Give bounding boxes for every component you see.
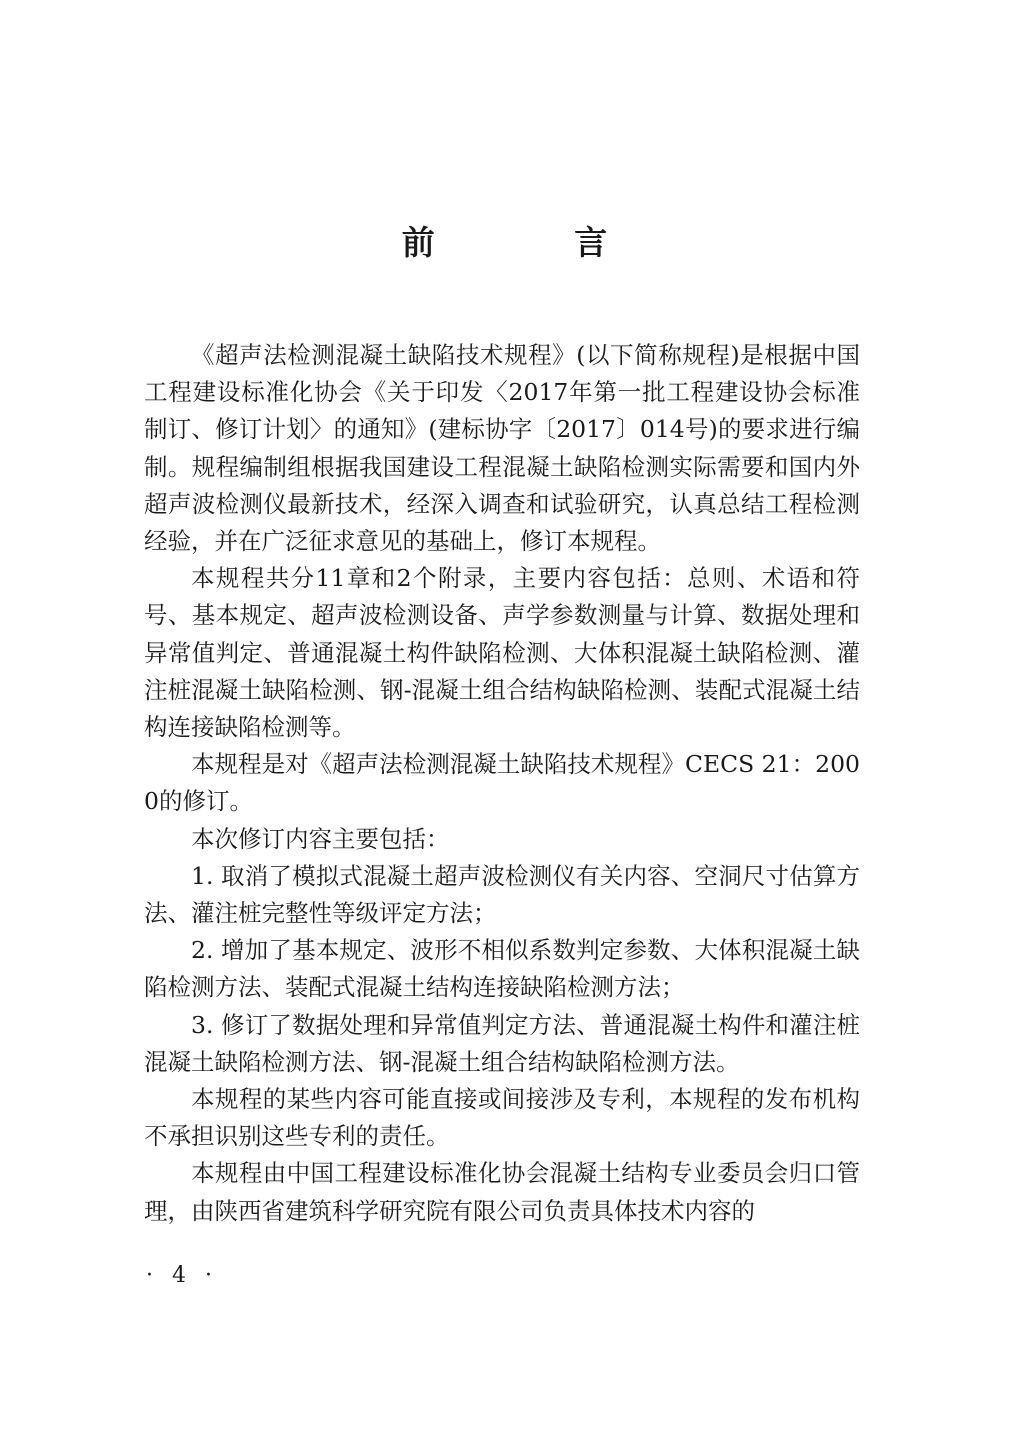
- paragraph-revision-summary: 本次修订内容主要包括：: [191, 824, 450, 853]
- paragraph-contents: 本规程共分11章和2个附录，主要内容包括：总则、术语和符号、基本规定、超声波检测设备、声学参数测量与计算、数据处理和异常值判定、普通混凝土构件缺陷检测、大体积混凝土缺陷检测、灌注桩混凝土缺陷检测、钢-混凝土组合结构缺陷检测、装配式混凝土结构连接缺陷检测等。: [144, 564, 860, 742]
- page-number: · 4 ·: [146, 1263, 218, 1288]
- body-text: [144, 337, 860, 1230]
- paragraph-patent-notice: 本规程的某些内容可能直接或间接涉及专利，本规程的发布机构不承担识别这些专利的责任。: [144, 1085, 860, 1151]
- paragraph-management: 本规程由中国工程建设标准化协会混凝土结构专业委员会归口管理，由陕西省建筑科学研究院有限公司负责具体技术内容的: [144, 1159, 860, 1225]
- paragraph-revision-of: 本规程是对《超声法检测混凝土缺陷技术规程》CECS 21：2000的修订。: [144, 750, 860, 816]
- paragraph-revision-item-1: 1. 取消了模拟式混凝土超声波检测仪有关内容、空洞尺寸估算方法、灌注桩完整性等级评定方法；: [144, 861, 860, 928]
- paragraph-revision-item-2: 2. 增加了基本规定、波形不相似系数判定参数、大体积混凝土缺陷检测方法、装配式混凝土结构连接缺陷检测方法；: [144, 936, 860, 1002]
- paragraph-intro: 《超声法检测混凝土缺陷技术规程》(以下简称规程)是根据中国工程建设标准化协会《关于印发〈2017年第一批工程建设协会标准制订、修订计划〉的通知》(建标协字〔2017〕014号)的要求进行编制。规程编制组根据我国建设工程混凝土缺陷检测实际需要和国内外超声波检测仪最新技术，经深入调查和试验研究，认真总结工程检测经验，并在广泛征求意见的基础上，修订本规程。: [144, 341, 860, 556]
- page-title: 前 言: [401, 223, 672, 262]
- paragraph-revision-item-3: 3. 修订了数据处理和异常值判定方法、普通混凝土构件和灌注桩混凝土缺陷检测方法、钢-混凝土组合结构缺陷检测方法。: [144, 1010, 860, 1076]
